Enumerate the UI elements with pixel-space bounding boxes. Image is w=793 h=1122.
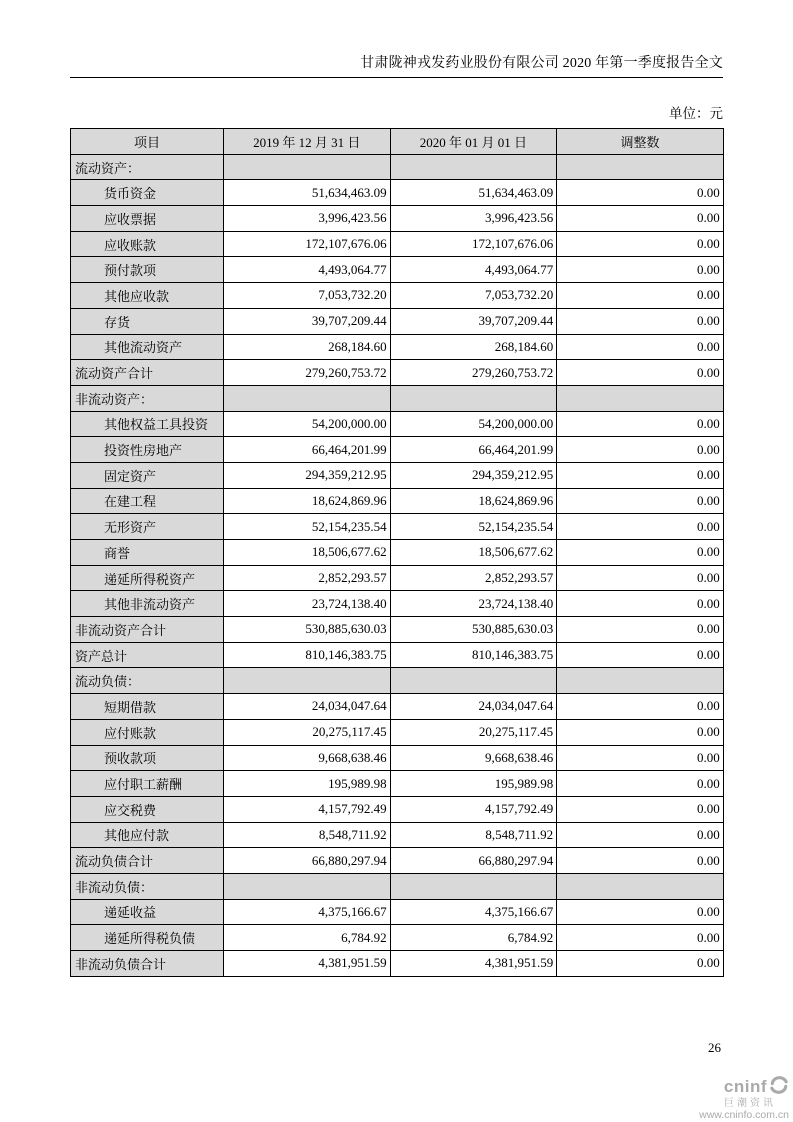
row-label: 其他非流动资产 [71,591,224,617]
logo-brand-text: cninf [723,1077,767,1097]
column-header-date-2019: 2019 年 12 月 31 日 [224,129,391,155]
row-value: 23,724,138.40 [390,591,557,617]
table-row [71,771,724,797]
row-value: 0.00 [557,360,724,386]
row-value [557,668,724,694]
row-label: 应付职工薪酬 [71,771,224,797]
table-row [71,617,724,643]
table-row [71,899,724,925]
row-value: 20,275,117.45 [390,719,557,745]
row-label: 投资性房地产 [71,437,224,463]
table-row [71,154,724,180]
row-value: 530,885,630.03 [224,617,391,643]
row-value: 51,634,463.09 [390,180,557,206]
row-value: 195,989.98 [390,771,557,797]
balance-table [70,128,724,977]
table-row [71,514,724,540]
row-value: 23,724,138.40 [224,591,391,617]
row-label: 非流动资产合计 [71,617,224,643]
table-row [71,848,724,874]
row-label: 其他应收款 [71,283,224,309]
row-value: 0.00 [557,642,724,668]
row-value: 66,880,297.94 [390,848,557,874]
row-value: 2,852,293.57 [224,565,391,591]
row-label: 短期借款 [71,694,224,720]
row-value [224,873,391,899]
row-value: 7,053,732.20 [224,283,391,309]
row-value: 0.00 [557,334,724,360]
row-label: 流动负债合计 [71,848,224,874]
row-value: 0.00 [557,308,724,334]
row-value: 530,885,630.03 [390,617,557,643]
row-value: 279,260,753.72 [224,360,391,386]
row-value [224,668,391,694]
row-value [557,873,724,899]
document-header-title: 甘肃陇神戎发药业股份有限公司 2020 年第一季度报告全文 [70,0,723,78]
row-label: 非流动负债： [71,873,224,899]
row-value [224,385,391,411]
row-value: 0.00 [557,231,724,257]
unit-label: 单位：元 [669,106,723,121]
row-value: 4,157,792.49 [390,796,557,822]
row-value: 4,375,166.67 [390,899,557,925]
row-value: 195,989.98 [224,771,391,797]
table-row [71,308,724,334]
row-value: 66,880,297.94 [224,848,391,874]
logo-chinese-name: 巨潮资讯 [724,1097,776,1109]
row-value: 810,146,383.75 [224,642,391,668]
table-row [71,231,724,257]
row-value: 0.00 [557,925,724,951]
row-value: 279,260,753.72 [390,360,557,386]
row-value: 4,381,951.59 [390,951,557,977]
row-value: 66,464,201.99 [224,437,391,463]
row-value: 172,107,676.06 [224,231,391,257]
row-label: 存货 [71,308,224,334]
row-label: 在建工程 [71,488,224,514]
row-value: 0.00 [557,180,724,206]
row-value [390,385,557,411]
row-value: 0.00 [557,488,724,514]
table-row [71,283,724,309]
row-label: 货币资金 [71,180,224,206]
row-label: 其他权益工具投资 [71,411,224,437]
column-header-item: 项目 [71,129,224,155]
row-value: 4,493,064.77 [224,257,391,283]
row-value: 39,707,209.44 [224,308,391,334]
row-value: 294,359,212.95 [224,462,391,488]
row-value: 52,154,235.54 [224,514,391,540]
table-body [71,154,724,976]
row-value: 0.00 [557,411,724,437]
row-value: 0.00 [557,719,724,745]
row-label: 应收账款 [71,231,224,257]
table-row [71,873,724,899]
row-value: 4,157,792.49 [224,796,391,822]
row-label: 递延收益 [71,899,224,925]
row-label: 应交税费 [71,796,224,822]
row-value [557,385,724,411]
table-header-row [71,129,724,155]
row-label: 应付账款 [71,719,224,745]
row-value: 0.00 [557,822,724,848]
row-value: 0.00 [557,206,724,232]
row-value: 6,784.92 [224,925,391,951]
row-value: 0.00 [557,694,724,720]
row-label: 递延所得税资产 [71,565,224,591]
table-row [71,180,724,206]
row-value: 52,154,235.54 [390,514,557,540]
logo-url-text: www.cninfo.com.cn [699,1109,789,1122]
row-value: 66,464,201.99 [390,437,557,463]
row-value [390,668,557,694]
table-row [71,462,724,488]
row-value: 18,624,869.96 [390,488,557,514]
row-value: 0.00 [557,514,724,540]
table-row [71,694,724,720]
row-value: 0.00 [557,283,724,309]
row-label: 预收款项 [71,745,224,771]
row-value: 18,506,677.62 [224,540,391,566]
row-value: 18,624,869.96 [224,488,391,514]
row-label: 流动资产： [71,154,224,180]
column-header-date-2020: 2020 年 01 月 01 日 [390,129,557,155]
row-value: 51,634,463.09 [224,180,391,206]
row-label: 非流动资产： [71,385,224,411]
row-value: 8,548,711.92 [224,822,391,848]
row-value: 7,053,732.20 [390,283,557,309]
row-value: 54,200,000.00 [224,411,391,437]
row-label: 其他流动资产 [71,334,224,360]
table-row [71,540,724,566]
row-value: 24,034,047.64 [224,694,391,720]
table-row [71,822,724,848]
row-value: 4,375,166.67 [224,899,391,925]
row-value: 0.00 [557,796,724,822]
row-value: 0.00 [557,591,724,617]
table-row [71,925,724,951]
row-value [390,154,557,180]
table-row [71,796,724,822]
row-value: 20,275,117.45 [224,719,391,745]
row-value: 268,184.60 [390,334,557,360]
row-value: 3,996,423.56 [390,206,557,232]
row-label: 其他应付款 [71,822,224,848]
table-row [71,642,724,668]
table-row [71,719,724,745]
table-row [71,206,724,232]
row-label: 递延所得税负债 [71,925,224,951]
table-row [71,668,724,694]
row-label: 流动负债： [71,668,224,694]
row-value: 0.00 [557,257,724,283]
table-row [71,360,724,386]
row-value: 810,146,383.75 [390,642,557,668]
row-value: 4,493,064.77 [390,257,557,283]
table-row [71,745,724,771]
table-row [71,565,724,591]
row-value: 268,184.60 [224,334,391,360]
cninfo-logo [679,1076,789,1121]
row-value [557,154,724,180]
table-row [71,488,724,514]
row-value [390,873,557,899]
row-label: 流动资产合计 [71,360,224,386]
row-value: 0.00 [557,771,724,797]
row-label: 预付款项 [71,257,224,283]
row-value [224,154,391,180]
row-label: 非流动负债合计 [71,951,224,977]
column-header-adjustment: 调整数 [557,129,724,155]
row-value: 0.00 [557,565,724,591]
row-value: 172,107,676.06 [390,231,557,257]
row-value: 3,996,423.56 [224,206,391,232]
row-value: 9,668,638.46 [224,745,391,771]
row-value: 18,506,677.62 [390,540,557,566]
row-value: 0.00 [557,848,724,874]
row-value: 0.00 [557,462,724,488]
table-row [71,591,724,617]
row-value: 4,381,951.59 [224,951,391,977]
row-value: 0.00 [557,617,724,643]
row-value: 54,200,000.00 [390,411,557,437]
table-row [71,385,724,411]
table-row [71,257,724,283]
row-value: 0.00 [557,899,724,925]
row-label: 固定资产 [71,462,224,488]
row-value: 2,852,293.57 [390,565,557,591]
row-label: 应收票据 [71,206,224,232]
row-value: 294,359,212.95 [390,462,557,488]
table-row [71,334,724,360]
page-number: 26 [708,1040,721,1055]
table-row [71,437,724,463]
row-label: 资产总计 [71,642,224,668]
row-value: 8,548,711.92 [390,822,557,848]
table-row [71,411,724,437]
row-value: 0.00 [557,540,724,566]
row-label: 无形资产 [71,514,224,540]
row-value: 0.00 [557,951,724,977]
row-value: 24,034,047.64 [390,694,557,720]
row-value: 9,668,638.46 [390,745,557,771]
row-value: 0.00 [557,437,724,463]
row-value: 6,784.92 [390,925,557,951]
table-row [71,951,724,977]
row-value: 39,707,209.44 [390,308,557,334]
swirl-icon [769,1076,789,1099]
row-value: 0.00 [557,745,724,771]
row-label: 商誉 [71,540,224,566]
